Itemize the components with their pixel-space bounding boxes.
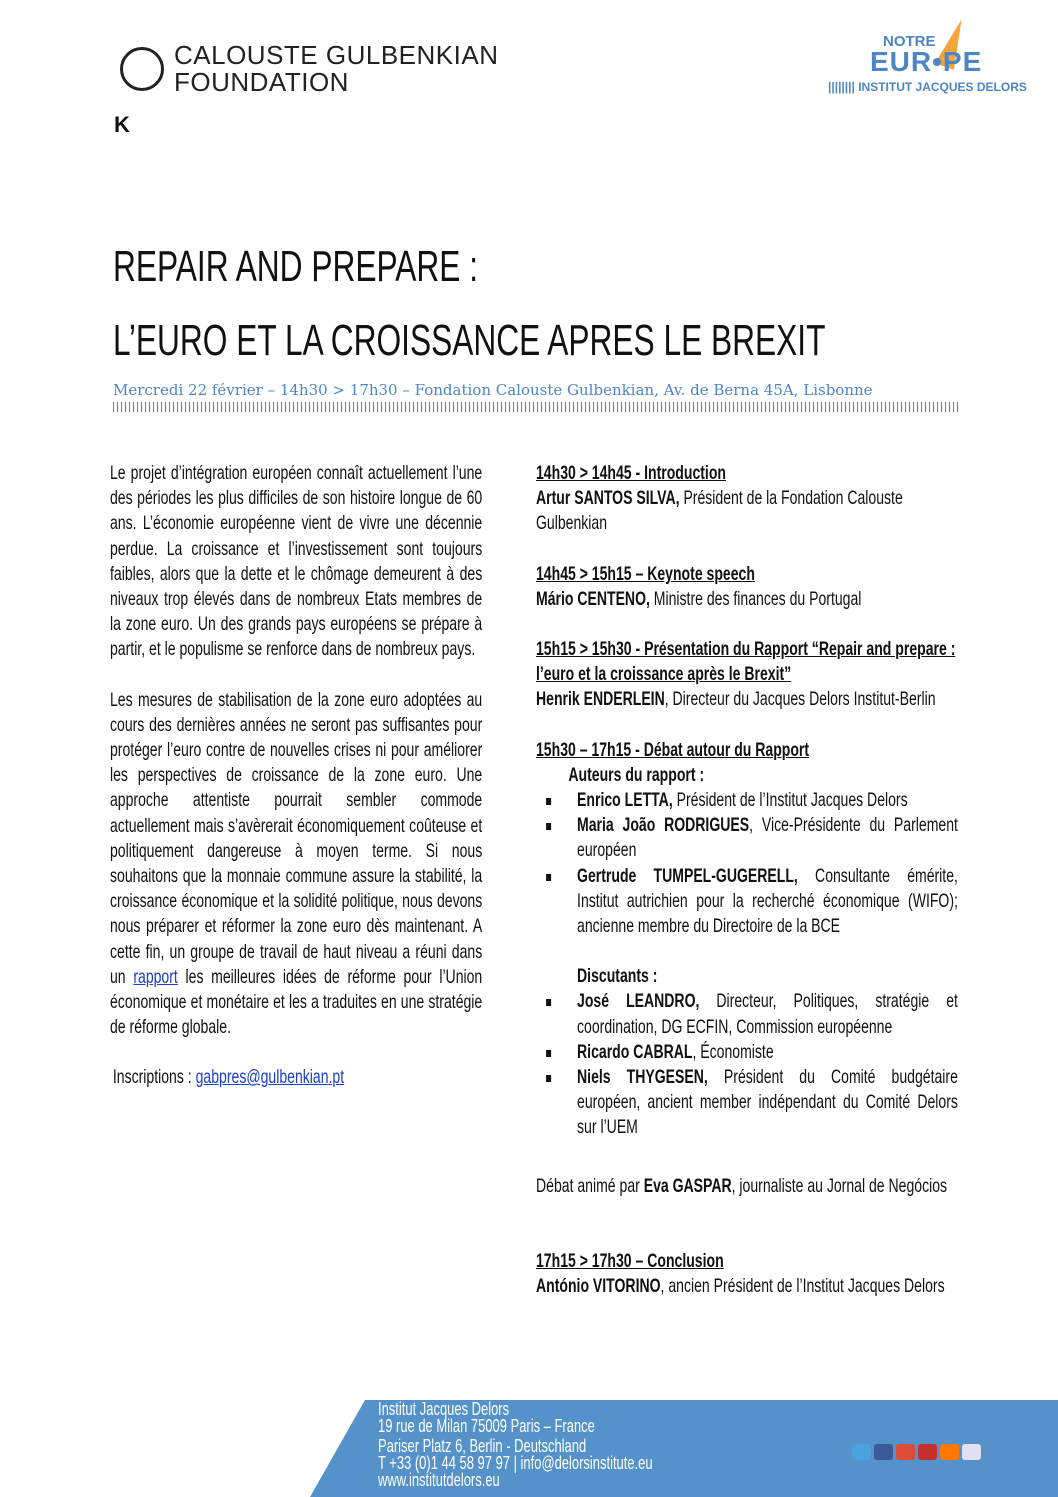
discussants-label: Discutants :: [577, 965, 658, 988]
speaker-role: , Économiste: [692, 1040, 774, 1063]
session-time: 17h15 > 17h30 – Conclusion: [536, 1249, 724, 1272]
text: T +33 (0)1 44 58 97 97 | info@delorsinstitute.eu: [378, 1453, 653, 1473]
footer-address: [378, 1401, 653, 1489]
paragraph: [110, 688, 482, 1041]
speaker-role: , Directeur du Jacques Delors Institut-Berlin: [664, 688, 936, 711]
speaker-role: , ancien Président de l’Institut Jacques Delors: [660, 1275, 945, 1298]
dotted-divider: [113, 402, 959, 412]
intro-text: [110, 461, 482, 1116]
session-time: 14h30 > 14h45 - Introduction: [536, 462, 726, 484]
text: www.institutdelors.eu: [378, 1470, 500, 1490]
list-item: [536, 813, 958, 863]
program: [536, 461, 958, 1324]
text: Les mesures de stabilisation de la zone euro adoptées au cours des dernières années ne seront pas suffisantes pour protéger l’euro contre de nouvelles crises ni pour améliorer les perspectives de croissance de la zone euro. Une approche attentiste pourrait sembler commode actuellement mais s’avèrerait économiquement coûteuse et politiquement dangereuse à moyen terme. Si nous souhaitons que la monnaie commune assure la stabilité, la croissance économique et la solidité politique, nous devons nous préparer et réformer la zone euro dès maintenant. A cette fin, un groupe de travail de haut niveau a réuni dans un: [110, 688, 483, 988]
speaker-name: Mário CENTENO,: [536, 587, 650, 610]
speaker-name: José LEANDRO,: [577, 990, 700, 1013]
inscriptions-label: Inscriptions :: [112, 1066, 192, 1089]
session-time: 14h45 > 15h15 – Keynote speech: [536, 562, 755, 585]
text: 19 rue de Milan 75009 Paris – France: [378, 1416, 595, 1436]
speaker-name: Ricardo CABRAL: [577, 1040, 693, 1063]
speaker-role: Ministre des finances du Portugal: [653, 587, 862, 610]
logo-text: NOTRE: [883, 33, 936, 50]
title-line-2: L’EURO ET LA CROISSANCE APRES LE BREXIT: [113, 316, 826, 365]
event-subtitle: Mercredi 22 février – 14h30 > 17h30 – Fondation Calouste Gulbenkian, Av. de Berna 45A, Lisbonne: [113, 381, 873, 399]
text: Débat animé par: [536, 1174, 644, 1197]
speaker-role: Président de l’Institut Jacques Delors: [672, 789, 908, 812]
logo-text: EUR•PE: [870, 46, 983, 77]
speaker-role: Directeur, Politiques, stratégie et coordination, DG ECFIN, Commission européenne: [577, 990, 958, 1038]
text: Institut Jacques Delors: [378, 1399, 510, 1419]
logo-text: FOUNDATION: [174, 67, 349, 97]
speaker-name: Henrik ENDERLEIN: [536, 688, 665, 711]
text: les meilleures idées de réforme pour l’Union économique et monétaire et les a traduites en une stratégie de réforme globale.: [110, 965, 483, 1039]
text: Pariser Platz 6, Berlin - Deutschland: [378, 1436, 587, 1456]
logo-text: CALOUSTE GULBENKIAN: [174, 40, 499, 70]
list-item: [536, 788, 958, 813]
speaker-role: Consultante émérite, Institut autrichien pour la recherché économique (WIFO); ancienne membre du Directoire de la BCE: [577, 864, 958, 938]
authors-label: Auteurs du rapport :: [568, 763, 705, 786]
speaker-name: António VITORINO: [536, 1275, 661, 1298]
speaker-name: Gertrude TUMPEL-GUGERELL,: [577, 864, 798, 887]
gulbenkian-logo: [120, 42, 498, 96]
session-time: 15h15 > 15h30 - Présentation du Rapport “Repair and prepare : l’euro et la croissance après le Brexit”: [536, 638, 956, 686]
speaker-name: Artur SANTOS SILVA,: [536, 487, 680, 510]
speaker-role: Président du Comité budgétaire européen, ancient member indépendant du Comité Delors sur l’UEM: [577, 1066, 958, 1139]
paragraph: Le projet d’intégration européen connaît actuellement l’une des périodes les plus difficiles de son histoire longue de 60 ans. L’économie européenne vient de vivre une décennie perdue. La croissance et l’investissement sont toujours faibles, alors que la dette et le chômage demeurent à des niveaux trop élevés dans de nombreux Etats membres de la zone euro. Un des grands pays européens se prépare à partir, et le populisme se renforce dans de nombreux pays.: [110, 462, 483, 661]
youtube-icon[interactable]: [918, 1444, 937, 1460]
stray-character: K: [114, 112, 130, 137]
gulbenkian-emblem-icon: [120, 47, 164, 91]
logo-text: |||||||| INSTITUT JACQUES DELORS: [828, 80, 1027, 94]
moderator-name: Eva GASPAR: [643, 1174, 732, 1197]
google-plus-icon[interactable]: [896, 1444, 915, 1460]
social-icons: [852, 1444, 981, 1460]
twitter-icon[interactable]: [852, 1444, 871, 1460]
speaker-role: , Vice-Présidente du Parlement européen: [577, 814, 958, 862]
report-link[interactable]: rapport: [133, 965, 178, 988]
flickr-icon[interactable]: [962, 1444, 981, 1460]
speaker-name: Maria João RODRIGUES: [577, 814, 750, 837]
list-item: [536, 864, 958, 940]
speaker-role: Président de la Fondation Calouste Gulbenkian: [536, 487, 903, 535]
list-item: [536, 1040, 958, 1065]
notre-europe-logo: [828, 18, 1043, 108]
speaker-name: Niels THYGESEN,: [577, 1066, 708, 1089]
soundcloud-icon[interactable]: [940, 1444, 959, 1460]
speaker-name: Enrico LETTA,: [577, 789, 673, 812]
title-line-1: REPAIR AND PREPARE :: [113, 242, 479, 291]
facebook-icon[interactable]: [874, 1444, 893, 1460]
session-time: 15h30 – 17h15 - Débat autour du Rapport: [536, 738, 810, 761]
moderator-role: , journaliste au Jornal de Negócios: [731, 1174, 948, 1197]
list-item: [536, 989, 958, 1039]
email-link[interactable]: gabpres@gulbenkian.pt: [195, 1066, 345, 1089]
list-item: [536, 1065, 958, 1141]
